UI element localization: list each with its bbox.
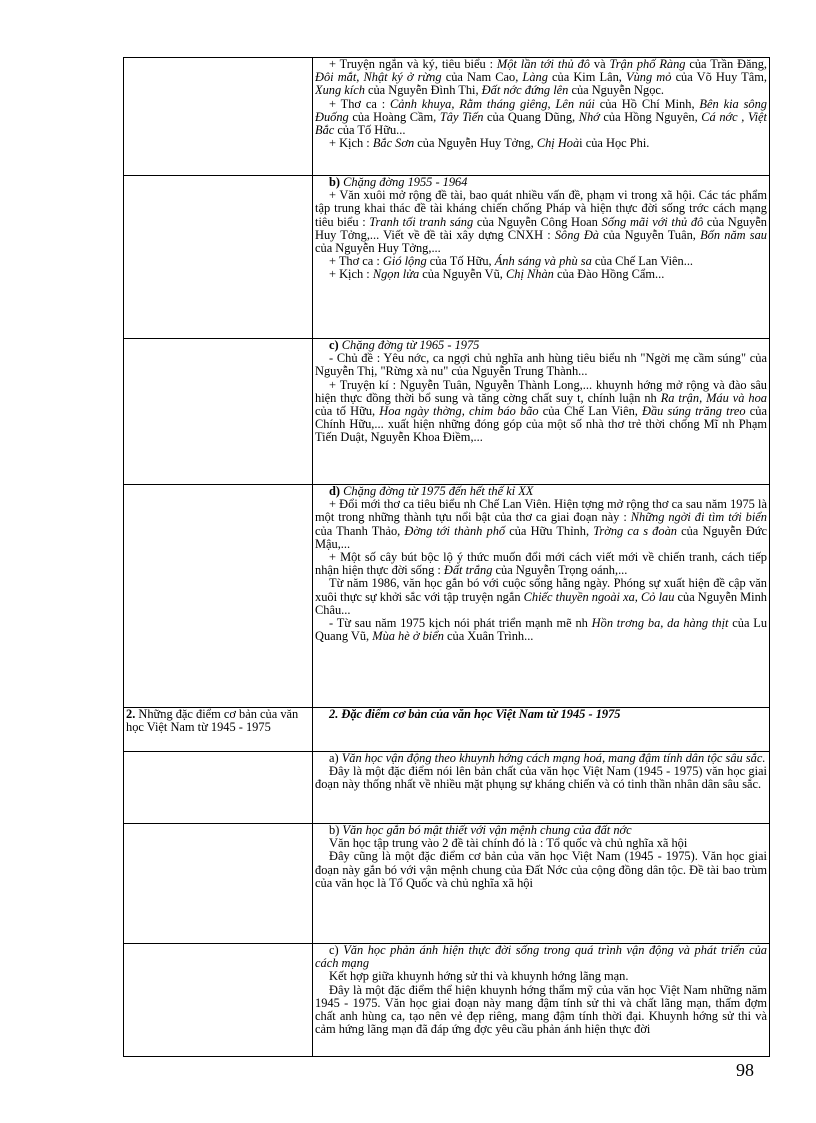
left-cell — [124, 176, 313, 339]
left-cell — [124, 58, 313, 176]
table-row — [124, 752, 770, 824]
content-cell — [313, 944, 770, 1057]
paragraph: - Chủ đề : Yêu nớc, ca ngợi chủ nghĩa anh hùng tiêu biểu nh "Ngời mẹ cầm súng" của Nguyễn Thị, "Rừng xà nu" của Nguyễn Trung Thành... — [315, 351, 767, 379]
table-row — [124, 339, 770, 485]
paragraph: Đây là một đặc điểm thể hiện khuynh hớng thẩm mỹ của văn học Việt Nam những năm 1945 - 1975. Văn học giai đoạn này mang đậm tính sử thi và chất lãng mạn, thấm đợm chất anh hùng ca, tạo nên vẻ đẹp riêng, mang đậm tính thời đại. Khuynh hớng sử thi và cảm hứng lãng mạn đã đáp ứng đợc yêu cầu phản ánh hiện thực đời — [315, 982, 767, 1037]
paragraph: Từ năm 1986, văn học gắn bó với cuộc sống hằng ngày. Phóng sự xuất hiện đề cập văn xuôi thực sự khởi sắc với tập truyện ngắn Chiếc thuyền ngoài xa, Cỏ lau của Nguyễn Minh Châu... — [315, 576, 767, 617]
paragraph: + Kịch : Ngọn lửa của Nguyễn Vũ, Chị Nhàn của Đào Hồng Cẩm... — [329, 267, 665, 282]
paragraph: d) Chặng đờng từ 1975 đến hết thế kỉ XX — [329, 485, 534, 498]
paragraph: + Đổi mới thơ ca tiêu biểu nh Chế Lan Viên. Hiện tợng mở rộng thơ ca sau năm 1975 là một trong những thành tựu nổi bật của thơ ca giai đoạn này : Những ngời đi tìm tới biển của Thanh Thảo, Đờng tới thành phố của Hữu Thỉnh, Trờng ca s đoàn của Nguyễn Đức Mậu,... — [315, 497, 767, 551]
content-cell — [313, 339, 770, 485]
paragraph: + Văn xuôi mở rộng đề tài, bao quát nhiều vấn đề, phạm vi trong xã hội. Các tác phẩm tập trung khai thác đề tài kháng chiến chống Pháp và hiện thực đời sống trớc cách mạng tiêu biểu : Tranh tối tranh sáng của Nguyễn Công Hoan Sống mãi với thủ đô của Nguyễn Huy Tởng,... Viết về đề tài xây dựng CNXH : Sông Đà của Nguyễn Tuân, Bốn năm sau của Nguyễn Huy Tởng,... — [315, 188, 767, 256]
paragraph: b) Chặng đờng 1955 - 1964 — [329, 176, 468, 189]
paragraph: Đây cũng là một đặc điểm cơ bản của văn học Việt Nam (1945 - 1975). Văn học giai đoạn này gắn bó với vận mệnh chung của Đất Nớc của cộng đồng dân tộc. Đề tài bao trùm của văn học là Tổ Quốc và chủ nghĩa xã hội — [315, 849, 767, 890]
table-row — [124, 176, 770, 339]
page-number: 98 — [736, 1060, 754, 1080]
document-table — [123, 57, 770, 1057]
content-cell — [313, 176, 770, 339]
paragraph: Kết hợp giữa khuynh hớng sử thi và khuynh hớng lãng mạn. — [329, 969, 629, 984]
table-row — [124, 485, 770, 708]
paragraph: + Truyện ngắn và ký, tiêu biểu : Một lần tới thủ đô và Trận phố Ràng của Trần Đăng, Đôi mắt, Nhật ký ở rừng của Nam Cao, Làng của Kim Lân, Vùng mỏ của Võ Huy Tâm, Xung kích của Nguyễn Đình Thi, Đất nớc đứng lên của Nguyễn Ngọc. — [315, 58, 767, 98]
paragraph: a) Văn học vận động theo khuynh hớng cách mạng hoá, mang đậm tính dân tộc sâu sắc. — [329, 752, 766, 765]
content-cell — [313, 58, 770, 176]
section-title: 2. Những đặc điểm cơ bản của văn học Việt Nam từ 1945 - 1975 — [126, 707, 299, 734]
left-cell — [124, 485, 313, 708]
table-body — [124, 58, 770, 1057]
paragraph: + Thơ ca : Gió lộng của Tố Hữu, Ánh sáng và phù sa của Chế Lan Viên... — [329, 254, 694, 269]
paragraph: + Truyện kí : Nguyễn Tuân, Nguyễn Thành Long,... khuynh hớng mở rộng và đào sâu hiện thực đồng thời bổ sung và tăng cờng chất suy t, chính luận nh Ra trận, Máu và hoa của tố Hữu, Hoa ngày thờng, chim báo bão của Chế Lan Viên, Đầu súng trăng treo của Chính Hữu,... xuất hiện những đóng góp của một số nhà thơ trẻ thời chống Mĩ nh Phạm Tiến Duật, Nguyễn Khoa Điềm,... — [315, 377, 767, 445]
left-cell — [124, 824, 313, 944]
paragraph: + Thơ ca : Cảnh khuya, Rằm tháng giêng, Lên núi của Hồ Chí Minh, Bên kia sông Đuống của Hoàng Cầm, Tây Tiến của Quang Dũng, Nhớ của Hồng Nguyên, Cá nớc , Việt Bắc của Tố Hữu... — [315, 96, 767, 138]
paragraph: b) Văn học gắn bó mật thiết với vận mệnh chung của đất nớc — [329, 824, 632, 837]
table-row — [124, 824, 770, 944]
paragraph: Văn học tập trung vào 2 đề tài chính đó là : Tổ quốc và chủ nghĩa xã hội — [329, 836, 688, 851]
paragraph: c) Văn học phản ánh hiện thực đời sống trong quá trình vận động và phát triển của cách mạng — [315, 944, 767, 971]
table-row — [124, 944, 770, 1057]
table-row — [124, 58, 770, 176]
paragraph: Đây là một đặc điểm nói lên bản chất của văn học Việt Nam (1945 - 1975) văn học giai đoạn này thống nhất về nhiều mặt phụng sự kháng chiến và có tinh thần nhân dân sâu sắc. — [315, 764, 767, 792]
content-cell — [313, 752, 770, 824]
content-cell — [313, 485, 770, 708]
left-cell — [124, 708, 313, 752]
paragraph: + Kịch : Bắc Sơn của Nguyễn Huy Tởng, Chị Hoài của Học Phi. — [329, 136, 650, 151]
content-cell — [313, 708, 770, 752]
left-cell — [124, 944, 313, 1057]
table-row — [124, 708, 770, 752]
paragraph: - Từ sau năm 1975 kịch nói phát triển mạnh mẽ nh Hồn trơng ba, da hàng thịt của Lu Quang Vũ, Mùa hè ở biển của Xuân Trình... — [315, 616, 767, 644]
paragraph: c) Chặng đờng từ 1965 - 1975 — [329, 339, 480, 352]
left-cell — [124, 752, 313, 824]
paragraph: 2. Đặc điểm cơ bản của văn học Việt Nam từ 1945 - 1975 — [329, 708, 621, 721]
paragraph: + Một số cây bút bộc lộ ý thức muốn đổi mới cách viết mới về chiến tranh, cách tiếp nhận hiện thực đời sống : Đất trắng của Nguyễn Trọng oánh,... — [315, 550, 767, 578]
content-cell — [313, 824, 770, 944]
left-cell — [124, 339, 313, 485]
